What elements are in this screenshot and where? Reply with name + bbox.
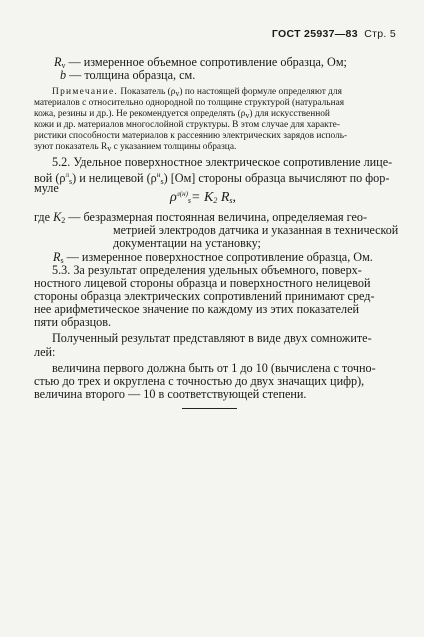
paragraph-line: вой $(\rho^л_s)$ и нелицевой $(\rho^н_s)$ [Ом] стороны образца вычисляют по фор-	[34, 171, 390, 186]
end-rule	[182, 408, 237, 409]
page-header	[272, 28, 396, 40]
definition-rv: $R_v$ — измеренное объемное сопротивление образца, Ом;	[54, 55, 347, 70]
note-line: кожи и др. материалов многослойной структуры. В этом случае для характе-	[34, 120, 340, 130]
paragraph-line: пяти образцов.	[34, 315, 112, 329]
paragraph-line: стью до трех и округлена с точностью до двух значащих цифр),	[34, 374, 365, 388]
where-line: $R_s$ — измеренное поверхностное сопротивление образца, Ом.	[53, 250, 373, 265]
paragraph-line: нее арифметическое значение по каждому из этих показателей	[34, 302, 359, 316]
formula: $\rho^{л(н)}_s= K_2$ $R_s$,	[170, 190, 237, 205]
paragraph-line: величина второго — 10 в соответствующей степени.	[34, 387, 307, 401]
note-label: Примечание.	[52, 87, 119, 97]
where-line: документации на установку;	[113, 236, 261, 250]
note-line: ристики способности материалов к рассеянию электрических зарядов исполь-	[34, 131, 348, 141]
paragraph-line: ностного лицевой стороны образца и поверхностного нелицевой	[34, 276, 371, 290]
paragraph-line: Полученный результат представляют в виде двух сомножите-	[52, 331, 372, 345]
definition-b: b — толщина образца, см.	[60, 68, 196, 82]
note-line: Примечание. Показатель (ρv) по настоящей формуле определяют для	[52, 87, 342, 98]
paragraph-line: величина первого должна быть от 1 до 10 (вычислена с точно-	[52, 361, 376, 375]
where-line: метрией электродов датчика и указанная в технической	[113, 223, 399, 237]
paragraph-line: 5.3. За результат определения удельных объемного, поверх-	[52, 263, 362, 277]
note-line: кожа, резины и др.). Не рекомендуется определять (ρv) для искусственной	[34, 109, 330, 120]
paragraph-line: стороны образца электрических сопротивлений принимают сред-	[34, 289, 375, 303]
paragraph-line: лей:	[34, 345, 56, 359]
paragraph-line: муле	[34, 181, 59, 195]
where-line: где $K_2$ — безразмерная постоянная величина, определяемая гео-	[34, 210, 368, 225]
paragraph-line: 5.2. Удельное поверхностное электрическое сопротивление лице-	[52, 155, 393, 169]
page-number: Стр. 5	[364, 28, 396, 40]
standard-number: ГОСТ 25937—83	[271, 28, 358, 40]
note-line: зуют показатель Rv с указанием толщины образца.	[34, 142, 237, 153]
note-line: материалов с относительно однородной по толщине структурой (натуральная	[34, 98, 345, 108]
